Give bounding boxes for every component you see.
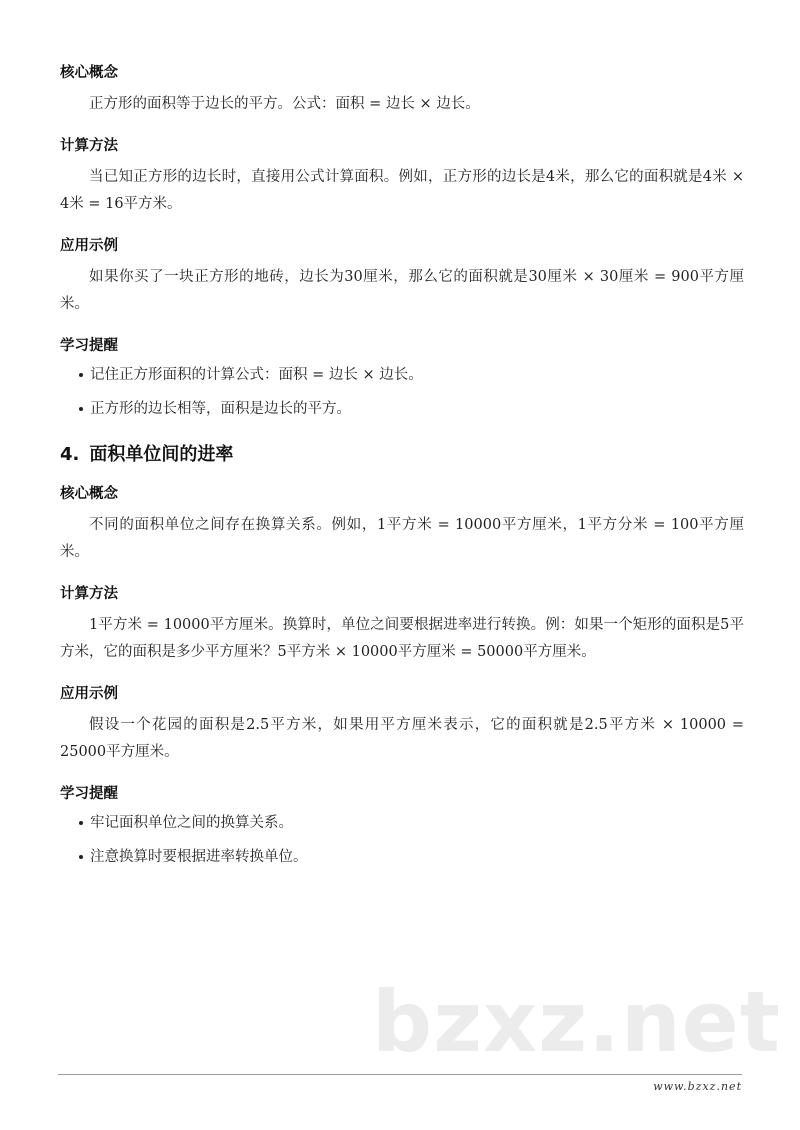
application-example-text: 如果你买了一块正方形的地砖，边长为30厘米，那么它的面积就是30厘米 × 30厘米 = 900平方厘米。 <box>60 269 744 312</box>
calc-method-heading: 计算方法 <box>60 586 118 602</box>
core-concept-heading: 核心概念 <box>60 486 118 502</box>
calc-method-text: 当已知正方形的边长时，直接用公式计算面积。例如，正方形的边长是4米，那么它的面积就是4米 × 4米 = 16平方米。 <box>60 169 744 212</box>
application-example-block <box>60 235 744 318</box>
study-tips-list <box>60 365 744 419</box>
study-tips-block <box>60 783 744 867</box>
footer-divider <box>58 1074 742 1075</box>
list-item-text: 正方形的边长相等，面积是边长的平方。 <box>90 401 351 417</box>
core-concept-block <box>60 62 744 118</box>
core-concept-text: 正方形的面积等于边长的平方。公式：面积 = 边长 × 边长。 <box>89 96 480 112</box>
bullet-icon <box>79 373 83 377</box>
footer-url: www.bzxz.net <box>653 1080 742 1093</box>
bullet-icon <box>79 407 83 411</box>
application-example-block <box>60 683 744 766</box>
page-content <box>60 62 744 884</box>
list-item <box>60 399 744 419</box>
core-concept-text: 不同的面积单位之间存在换算关系。例如，1平方米 = 10000平方厘米，1平方分米 = 100平方厘米。 <box>60 517 744 560</box>
study-tips-list <box>60 813 744 867</box>
watermark-logo: bzxz.net <box>372 973 781 1071</box>
application-example-heading: 应用示例 <box>60 686 118 702</box>
calc-method-heading: 计算方法 <box>60 138 118 154</box>
calc-method-text: 1平方米 = 10000平方厘米。换算时，单位之间要根据进率进行转换。例：如果一个矩形的面积是5平方米，它的面积是多少平方厘米？5平方米 × 10000平方厘米 = 50000平方厘米。 <box>60 617 744 660</box>
core-concept-heading: 核心概念 <box>60 65 118 81</box>
study-tips-heading: 学习提醒 <box>60 786 118 802</box>
list-item <box>60 813 744 833</box>
section-title-text: 面积单位间的进率 <box>89 444 234 465</box>
list-item <box>60 365 744 385</box>
calc-method-block <box>60 135 744 218</box>
study-tips-heading: 学习提醒 <box>60 338 118 354</box>
list-item <box>60 847 744 867</box>
list-item-text: 牢记面积单位之间的换算关系。 <box>90 815 293 831</box>
calc-method-block <box>60 583 744 666</box>
section-number: 4. <box>60 444 80 465</box>
application-example-text: 假设一个花园的面积是2.5平方米，如果用平方厘米表示，它的面积就是2.5平方米 × 10000 = 25000平方厘米。 <box>60 717 744 760</box>
study-tips-block <box>60 335 744 419</box>
section-title <box>60 442 744 468</box>
list-item-text: 注意换算时要根据进率转换单位。 <box>90 849 308 865</box>
bullet-icon <box>79 821 83 825</box>
list-item-text: 记住正方形面积的计算公式：面积 = 边长 × 边长。 <box>90 367 423 383</box>
bullet-icon <box>79 855 83 859</box>
application-example-heading: 应用示例 <box>60 238 118 254</box>
core-concept-block <box>60 483 744 566</box>
